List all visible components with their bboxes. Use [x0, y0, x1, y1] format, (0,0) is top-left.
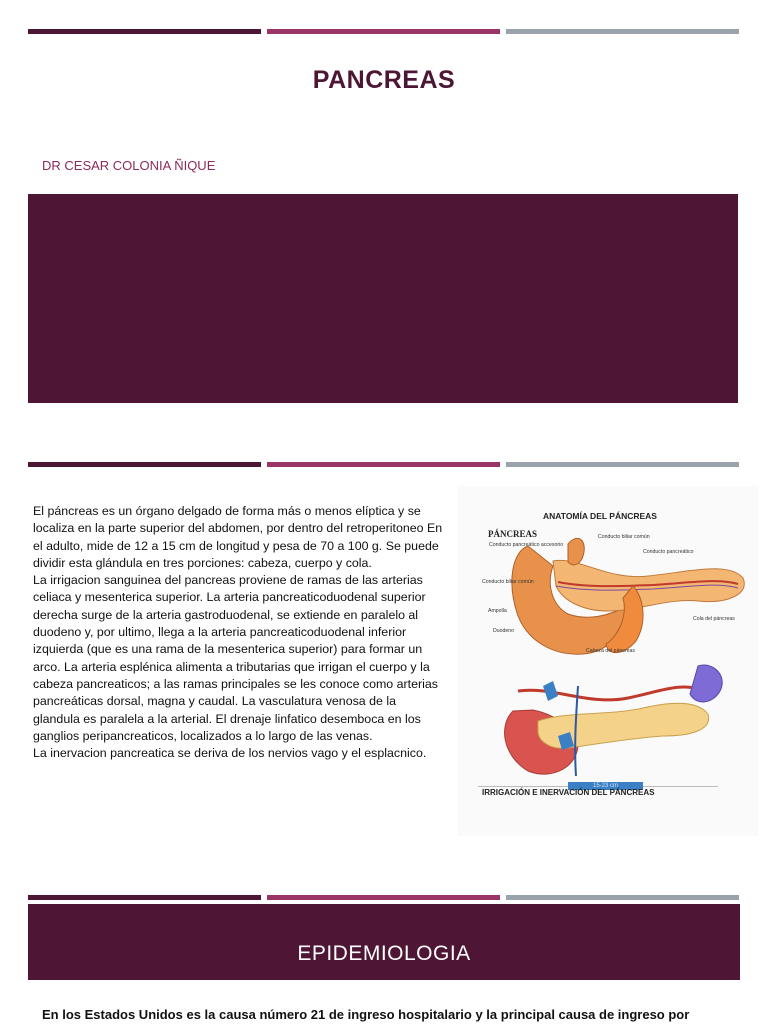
figure-bottom-label: IRRIGACIÓN E INERVACIÓN DEL PÁNCREAS	[482, 788, 655, 797]
accent-rule-magenta	[267, 895, 500, 900]
pancreas-anatomy-figure	[458, 486, 758, 836]
label-head: Cabeza del páncreas	[586, 648, 636, 654]
label-common-bile-duct-left: Conducto biliar común	[482, 579, 534, 585]
paragraph-innervation: La inervacion pancreatica se deriva de los nervios vago y el esplacnico.	[33, 746, 427, 761]
accent-rule-magenta	[267, 29, 500, 34]
figure-subtitle: PÁNCREAS	[488, 529, 538, 539]
paragraph-anatomy: El páncreas es un órgano delgado de forma más o menos elíptica y se localiza en la parte superior del abdomen, por dentro del retroperitoneo En el adulto, mide de 12 a 15 cm de longitud y pesa de 70 a 100 g. Se puede dividir esta glándula en tres porciones: cabeza, cuerpo y cola.	[33, 504, 443, 570]
paragraph-irrigation: La irrigacion sanguinea del pancreas proviene de ramas de las arterias celiaca y mesenterica superior. La arteria pancreaticoduodenal superior derecha surge de la arteria gastroduodenal, se extiende en paralelo al duodeno y, por ultimo, llega a la arteria pancreaticoduodenal inferior izquierda (que es una rama de la mesenterica superior) para formar un arco. La arteria esplénica alimenta a tributarias que irrigan el cuerpo y la cabeza pancreaticos; a las ramas principales se les conoce como arterias pancreáticas dorsal, magna y caudal. La vasculatura venosa de la glandula es paralela a la arterial. El drenaje linfatico desemboca en los ganglios peripancreaticos, localizados a lo largo de las venas.	[33, 573, 438, 743]
accent-rule-dark	[28, 462, 261, 467]
author-subtitle: DR CESAR COLONIA ÑIQUE	[42, 158, 216, 173]
label-tail: Cola del páncreas	[693, 616, 735, 622]
accent-rule-dark	[28, 895, 261, 900]
epidemiology-title: EPIDEMIOLOGIA	[297, 942, 471, 965]
accent-rule-gray	[506, 895, 739, 900]
epidemiology-text: En los Estados Unidos es la causa número 21 de ingreso hospitalario y la principal causa de ingreso por	[42, 1007, 690, 1022]
anatomy-text	[33, 503, 445, 762]
figure-badge: 15-23 cm	[568, 782, 643, 790]
label-ampulla: Ampolla	[488, 608, 507, 614]
epidemiology-banner	[28, 904, 740, 980]
slide-title: PANCREAS	[312, 66, 456, 94]
title-banner	[28, 194, 738, 403]
accent-rule-magenta	[267, 462, 500, 467]
label-pancreatic-duct: Conducto pancreático	[643, 549, 694, 555]
label-common-bile-duct: Conducto biliar común	[598, 534, 650, 540]
accent-rule-gray	[506, 29, 739, 34]
figure-title: ANATOMÍA DEL PÁNCREAS	[543, 511, 657, 521]
accent-rule-gray	[506, 462, 739, 467]
accent-rule-dark	[28, 29, 261, 34]
label-duodenum: Duodeno	[493, 628, 515, 634]
label-accessory-duct: Conducto pancreático accesorio	[489, 542, 564, 548]
